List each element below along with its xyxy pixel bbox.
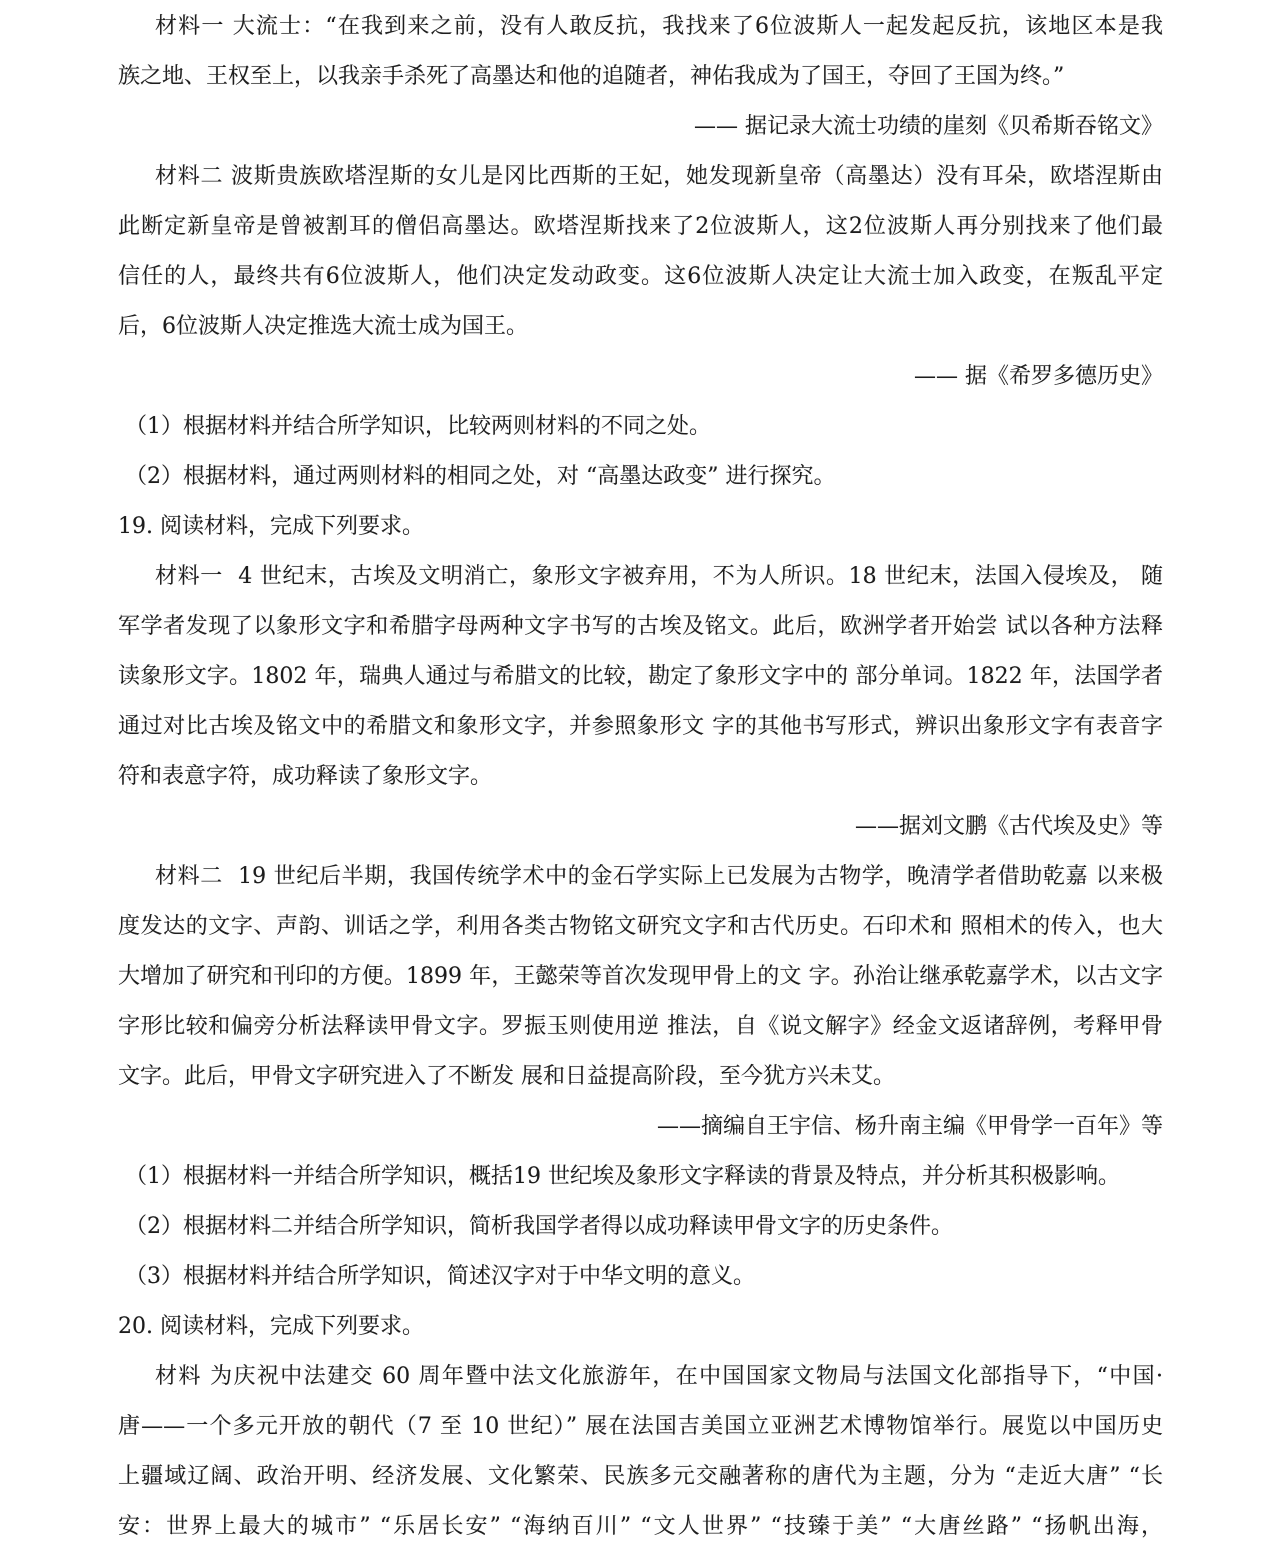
material-paragraph-line: 字形比较和偏旁分析法释读甲骨文字。罗振玉则使用逆 推法，自《说文解字》经金文返诸辞例，考释甲骨 <box>118 1014 1163 1039</box>
material-paragraph-line: 唐——一个多元开放的朝代（7 至 10 世纪）” 展在法国吉美国立亚洲艺术博物馆举行。展览以中国历史 <box>118 1414 1163 1439</box>
material-paragraph-line: 读象形文字。1802 年，瑞典人通过与希腊文的比较，勘定了象形文字中的 部分单词。1822 年，法国学者 <box>118 664 1163 689</box>
question-item: （1）根据材料一并结合所学知识，概括19 世纪埃及象形文字释读的背景及特点，并分析其积极影响。 <box>125 1164 1120 1189</box>
material-paragraph-line: 大增加了研究和刊印的方便。1899 年，王懿荣等首次发现甲骨上的文 字。孙治让继承乾嘉学术，以古文字 <box>118 964 1163 989</box>
source-attribution: ——摘编自王宇信、杨升南主编《甲骨学一百年》等 <box>656 1114 1163 1139</box>
question-item: （3）根据材料并结合所学知识，简述汉字对于中华文明的意义。 <box>125 1264 755 1289</box>
material-paragraph-line: 材料二 波斯贵族欧塔涅斯的女儿是冈比西斯的王妃，她发现新皇帝（高墨达）没有耳朵，欧塔涅斯由 <box>155 164 1163 189</box>
material-paragraph-line: 后，6位波斯人决定推选大流士成为国王。 <box>118 314 528 339</box>
material-paragraph-line: 材料一 大流士：“在我到来之前，没有人敢反抗，我找来了6位波斯人一起发起反抗，该地区本是我 <box>155 14 1163 39</box>
question-item: （2）根据材料二并结合所学知识，简析我国学者得以成功释读甲骨文字的历史条件。 <box>125 1214 953 1239</box>
source-attribution: ——据刘文鹏《古代埃及史》等 <box>854 814 1163 839</box>
material-paragraph-line: 度发达的文字、声韵、训话之学，利用各类古物铭文研究文字和古代历史。石印术和 照相术的传入，也大 <box>118 914 1163 939</box>
material-paragraph-line: 族之地、王权至上，以我亲手杀死了高墨达和他的追随者，神佑我成为了国王，夺回了王国为终。” <box>118 64 1065 89</box>
material-paragraph-line: 信任的人，最终共有6位波斯人，他们决定发动政变。这6位波斯人决定让大流士加入政变，在叛乱平定 <box>118 264 1163 289</box>
material-paragraph-line: 上疆域辽阔、政治开明、经济发展、文化繁荣、民族多元交融著称的唐代为主题，分为 “走近大唐” “长 <box>118 1464 1163 1489</box>
question-number-line: 19. 阅读材料，完成下列要求。 <box>118 514 424 539</box>
question-item: （1）根据材料并结合所学知识，比较两则材料的不同之处。 <box>125 414 711 439</box>
material-paragraph-line: 此断定新皇帝是曾被割耳的僧侣高墨达。欧塔涅斯找来了2位波斯人，这2位波斯人再分别找来了他们最 <box>118 214 1163 239</box>
question-number-line: 20. 阅读材料，完成下列要求。 <box>118 1314 424 1339</box>
material-paragraph-line: 安：世界上最大的城市” “乐居长安” “海纳百川” “文人世界” “技臻于美” “大唐丝路” “扬帆出海， <box>118 1514 1163 1539</box>
question-item: （2）根据材料，通过两则材料的相同之处，对 “高墨达政变” 进行探究。 <box>125 464 836 489</box>
material-paragraph-line: 文字。此后，甲骨文字研究进入了不断发 展和日益提高阶段，至今犹方兴未艾。 <box>118 1064 895 1089</box>
source-attribution: —— 据记录大流士功绩的崖刻《贝希斯吞铭文》 <box>694 114 1163 139</box>
source-attribution: —— 据《希罗多德历史》 <box>914 364 1163 389</box>
material-paragraph-line: 通过对比古埃及铭文中的希腊文和象形文字，并参照象形文 字的其他书写形式，辨识出象形文字有表音字 <box>118 714 1163 739</box>
material-paragraph-line: 军学者发现了以象形文字和希腊字母两种文字书写的古埃及铭文。此后，欧洲学者开始尝 试以各种方法释 <box>118 614 1163 639</box>
material-paragraph-line: 材料二 19 世纪后半期，我国传统学术中的金石学实际上已发展为古物学，晚清学者借助乾嘉 以来极 <box>155 864 1163 889</box>
material-paragraph-line: 材料一 4 世纪末，古埃及文明消亡，象形文字被弃用，不为人所识。18 世纪末，法国入侵埃及， 随 <box>155 564 1163 589</box>
material-paragraph-line: 符和表意字符，成功释读了象形文字。 <box>118 764 493 789</box>
material-paragraph-line: 材料 为庆祝中法建交 60 周年暨中法文化旅游年，在中国国家文物局与法国文化部指导下，“中国· <box>155 1364 1163 1389</box>
